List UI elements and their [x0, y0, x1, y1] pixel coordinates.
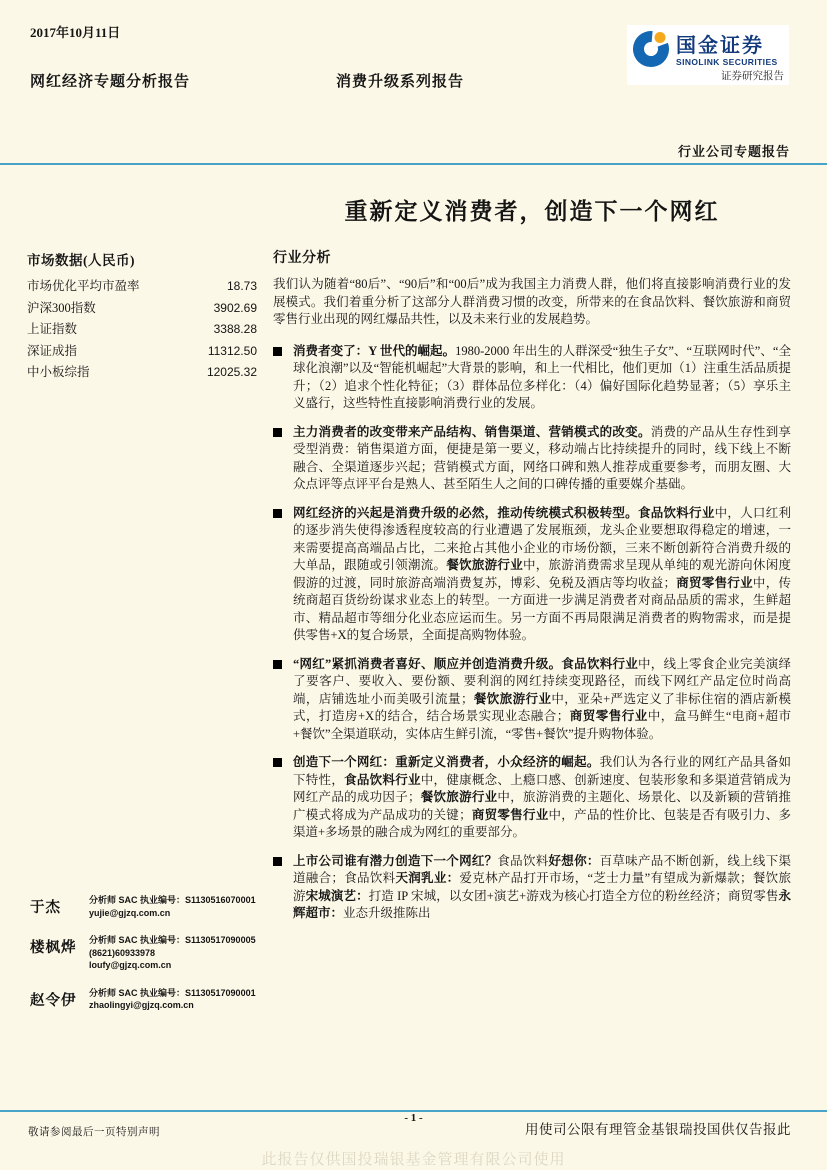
- analyst-name: 赵令伊: [30, 992, 77, 1009]
- brand-logo-box: [627, 25, 789, 85]
- market-data-label: 深证成指: [27, 343, 78, 358]
- market-data-row: [27, 341, 257, 363]
- analyst-name: 于杰: [30, 900, 61, 916]
- bullet-text: 主力消费者的改变带来产品结构、销售渠道、营销模式的改变。消费的产品从生存性到享受型消费：销售渠道方面，便捷是第一要义，移动端占比持续提升的同时，线下线上不断融合、全渠道逐步兴起；营销模式方面，网络口碑和熟人推荐成重要参考，而朋友圈、大众点评等点评平台是熟人、甚至陌生人之间的口碑传播的重要媒介基础。: [293, 424, 791, 491]
- market-data-panel: [27, 249, 257, 384]
- bullet-square-icon: [273, 857, 282, 866]
- market-data-row: [27, 276, 257, 298]
- bullet-square-icon: [273, 660, 282, 669]
- bullet-item: [273, 343, 791, 413]
- market-data-row: [27, 319, 257, 341]
- bullet-text: 网红经济的兴起是消费升级的必然，推动传统模式积极转型。食品饮料行业中，人口红利的逐步消失使得渗透程度较高的行业遭遇了发展瓶颈，龙头企业要想取得稳定的增速，一来需要提高高端品占比，二来抢占其他小企业的市场份额，三来不断创新符合消费升级的大单品，跟随或引领潮流。餐饮旅游行业中，旅游消费需求呈现从单纯的观光游向休闲度假游的过渡，同时旅游高端消费复苏，博彩、免税及酒店等均收益；商贸零售行业中，传统商超百货纷纷谋求业态上的转型。一方面进一步满足消费者对商品品质的需求，生鲜超市、精品超市等细分化业态应运而生。另一方面不再局限满足消费者的购物需求，而是提供零售+X的复合场景，全面提高购物体验。: [293, 505, 791, 642]
- bullet-item: [273, 656, 791, 744]
- analyst-cert: 分析师 SAC 执业编号：S1130517090005: [89, 935, 256, 945]
- analyst-block: [30, 894, 270, 919]
- market-data-row: [27, 362, 257, 384]
- bullet-square-icon: [273, 428, 282, 437]
- market-data-value: 11312.50: [207, 343, 257, 358]
- analysis-section: [273, 247, 791, 934]
- market-data-value: 12025.32: [206, 365, 257, 379]
- analyst-block: [30, 987, 270, 1012]
- sinolink-logo-icon: [631, 28, 671, 73]
- market-data-row: [27, 298, 257, 320]
- bullet-text: “网红”紧抓消费者喜好、顺应并创造消费升级。食品饮料行业中，线上零食企业完美演绎了要客户、要收入、要份额、要利润的网红持续变现路径，而线下网红产品定位时尚高端，店铺选址小而美吸引流量；餐饮旅游行业中，亚朵+严选定义了非标住宿的酒店新模式，打造房+X的结合，结合场景实现业态融合；商贸零售行业中，盒马鲜生“电商+超市+餐饮”全渠道联动，实体店生鲜引流，“零售+餐饮”提升购物体验。: [293, 656, 791, 741]
- bullet-square-icon: [273, 509, 282, 518]
- analyst-block: [30, 934, 270, 972]
- analysts-panel: [30, 894, 270, 1027]
- brand-tagline: 证券研究报告: [721, 71, 784, 82]
- brand-name-cn: 国金证券: [676, 34, 764, 57]
- market-data-value: 3902.69: [213, 300, 257, 315]
- page-number: - 1 -: [404, 1112, 423, 1124]
- bullet-item: [273, 754, 791, 842]
- analyst-phone: (8621)60933978: [89, 947, 156, 958]
- analyst-email: yujie@gjzq.com.cn: [89, 907, 171, 918]
- footer-disclaimer: 敬请参阅最后一页特别声明: [28, 1127, 160, 1138]
- bullet-item: [273, 853, 791, 923]
- market-data-label: 中小板综指: [27, 365, 90, 379]
- series-title-right: 消费升级系列报告: [336, 74, 465, 90]
- analyst-email: zhaolingyi@gjzq.com.cn: [89, 1000, 194, 1010]
- bullet-square-icon: [273, 347, 282, 356]
- bullet-item: [273, 424, 791, 494]
- series-title-left: 网红经济专题分析报告: [30, 74, 191, 90]
- report-type-label: 行业公司专题报告: [677, 144, 790, 159]
- report-date: 2017年10月11日: [30, 25, 121, 40]
- brand-name-en: SINOLINK SECURITIES: [676, 56, 778, 67]
- bullet-text: 消费者变了：Y 世代的崛起。1980-2000 年出生的人群深受“独生子女”、“互联网时代”、“全球化浪潮”以及“智能机崛起”大背景的影响，和上一代相比，他们更加（1）注重生活品质提升；（2）追求个性化特征；（3）群体品位多样化：（4）偏好国际化趋势显著；（5）享乐主义盛行，这些特性直接影响消费行业的发展。: [293, 343, 791, 410]
- header-rule: [0, 163, 827, 165]
- market-data-value: 18.73: [226, 279, 257, 293]
- analyst-cert: 分析师 SAC 执业编号：S1130517090001: [89, 987, 256, 998]
- market-data-header: 市场数据(人民币): [27, 253, 135, 268]
- market-data-label: 市场优化平均市盈率: [27, 279, 140, 293]
- bullet-square-icon: [273, 758, 282, 767]
- bullet-item: [273, 505, 791, 645]
- analyst-name: 楼枫烨: [30, 940, 77, 956]
- bullet-text: 创造下一个网红：重新定义消费者，小众经济的崛起。我们认为各行业的网红产品具备如下特性，食品饮料行业中，健康概念、上瘾口感、创新速度、包装形象和多渠道营销成为网红产品的成功因子；餐饮旅游行业中，旅游消费的主题化、场景化、以及新颖的营销推广模式将成为产品成功的关键；商贸零售行业中，产品的性价比、包装是否有吸引力、多渠道+多场景的融合成为网红的重要部分。: [293, 755, 791, 839]
- page-title: 重新定义消费者，创造下一个网红: [344, 199, 720, 224]
- market-data-label: 上证指数: [27, 322, 78, 336]
- bullet-text: 上市公司谁有潜力创造下一个网红？食品饮料好想你：百草味产品不断创新，线上线下渠道融合；食品饮料天润乳业：爱克林产品打开市场，“芝士力量”有望成为新爆款；餐饮旅游宋城演艺：打造 IP 宋城，以女团+演艺+游戏为核心打造全方位的粉丝经济；商贸零售永辉超市：业态升级推陈出: [293, 853, 791, 920]
- market-data-label: 沪深300指数: [27, 300, 96, 315]
- analyst-email: loufy@gjzq.com.cn: [89, 960, 172, 970]
- footer-restriction-reversed: 用使司公限有理管金基银瑞投国供仅告报此: [525, 1122, 791, 1137]
- footer-watermark: 此报告仅供国投瑞银基金管理有限公司使用: [261, 1152, 566, 1168]
- analysis-intro: 我们认为随着“80后”、“90后”和“00后”成为我国主力消费人群，他们将直接影响消费行业的发展模式。我们着重分析了这部分人群消费习惯的改变，所带来的在食品饮料、餐饮旅游和商贸零售行业出现的网红爆品共性，以及未来行业的发展趋势。: [273, 277, 791, 326]
- market-data-value: 3388.28: [213, 322, 257, 336]
- analysis-header: 行业分析: [273, 251, 331, 266]
- analyst-cert: 分析师 SAC 执业编号：S1130516070001: [89, 895, 256, 905]
